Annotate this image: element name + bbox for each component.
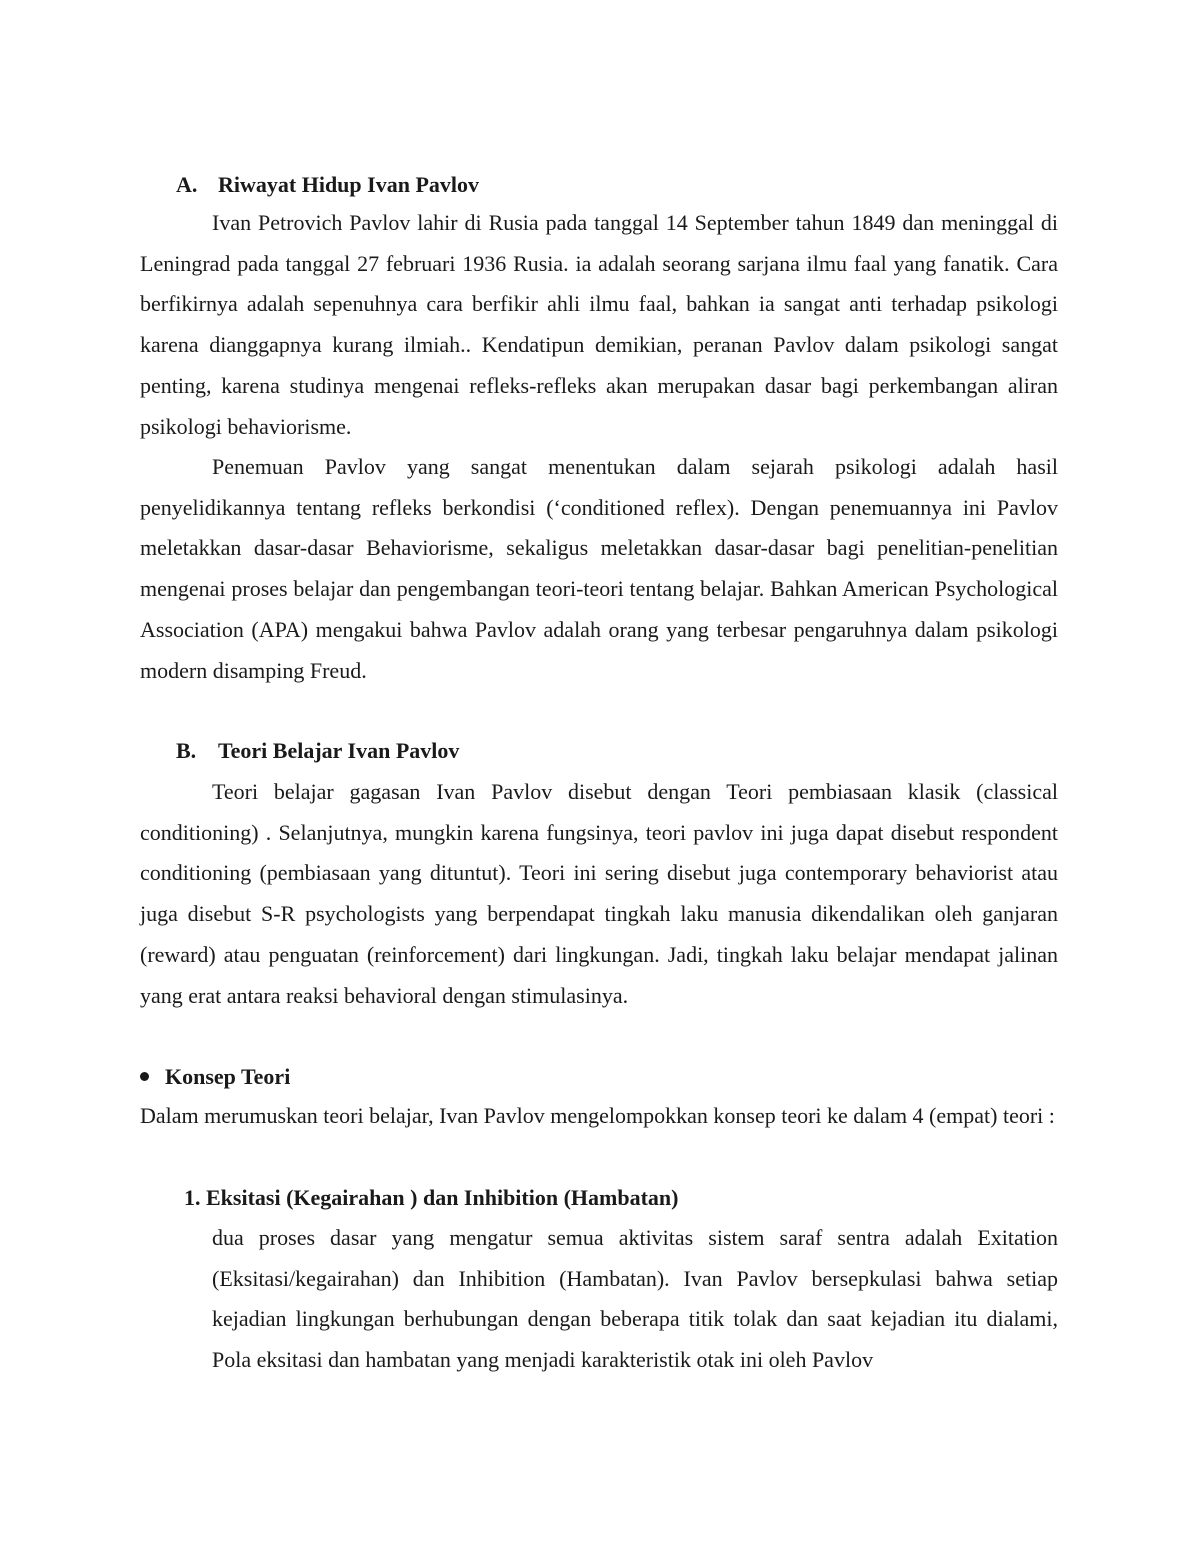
section-b-heading: [140, 736, 459, 766]
bullet-icon: [140, 1072, 149, 1081]
section-a-label: A.: [176, 172, 198, 197]
section-b-paragraph-1: Teori belajar gagasan Ivan Pavlov disebut dengan Teori pembiasaan klasik (classical conditioning) . Selanjutnya, mungkin karena fungsinya, teori pavlov ini juga dapat disebut respondent conditioning (pembiasaan yang dituntut). Teori ini sering disebut juga contemporary behaviorist atau juga disebut S-R psychologists yang berpendapat tingkah laku manusia dikendalikan oleh ganjaran (reward) atau penguatan (reinforcement) dari lingkungan. Jadi, tingkah laku belajar mendapat jalinan yang erat antara reaksi behavioral dengan stimulasinya.: [140, 779, 1058, 1008]
konsep-intro: Dalam merumuskan teori belajar, Ivan Pavlov mengelompokkan konsep teori ke dalam 4 (empat) teori :: [140, 1103, 1055, 1128]
section-b-title: Teori Belajar Ivan Pavlov: [218, 738, 460, 763]
section-a-paragraph-2: Penemuan Pavlov yang sangat menentukan dalam sejarah psikologi adalah hasil penyelidikannya tentang refleks berkondisi (‘conditioned reflex). Dengan penemuannya ini Pavlov meletakkan dasar-dasar Behaviorisme, sekaligus meletakkan dasar-dasar bagi penelitian-penelitian mengenai proses belajar dan pengembangan teori-teori tentang belajar. Bahkan American Psychological Association (APA) mengakui bahwa Pavlov adalah orang yang terbesar pengaruhnya dalam psikologi modern disamping Freud.: [140, 454, 1058, 683]
section-a-title: Riwayat Hidup Ivan Pavlov: [218, 172, 479, 197]
konsep-item-1-title: 1. Eksitasi (Kegairahan ) dan Inhibition (Hambatan): [184, 1185, 679, 1210]
section-a-heading: [140, 170, 479, 200]
section-a-paragraph-1: Ivan Petrovich Pavlov lahir di Rusia pada tanggal 14 September tahun 1849 dan meninggal di Leningrad pada tanggal 27 februari 1936 Rusia. ia adalah seorang sarjana ilmu faal yang fanatik. Cara berfikirnya adalah sepenuhnya cara berfikir ahli ilmu faal, bahkan ia sangat anti terhadap psikologi karena dianggapnya kurang ilmiah.. Kendatipun demikian, peranan Pavlov dalam psikologi sangat penting, karena studinya mengenai refleks-refleks akan merupakan dasar bagi perkembangan aliran psikologi behaviorisme.: [140, 210, 1058, 439]
konsep-item-1-text: dua proses dasar yang mengatur semua aktivitas sistem saraf sentra adalah Exitation (Eksitasi/kegairahan) dan Inhibition (Hambatan). Ivan Pavlov bersepkulasi bahwa setiap kejadian lingkungan berhubungan dengan beberapa titik tolak dan saat kejadian itu dialami, Pola eksitasi dan hambatan yang menjadi karakteristik otak ini oleh Pavlov: [212, 1225, 1058, 1373]
konsep-title: Konsep Teori: [165, 1064, 291, 1089]
section-b-label: B.: [176, 738, 197, 763]
konsep-heading: [140, 1062, 290, 1092]
